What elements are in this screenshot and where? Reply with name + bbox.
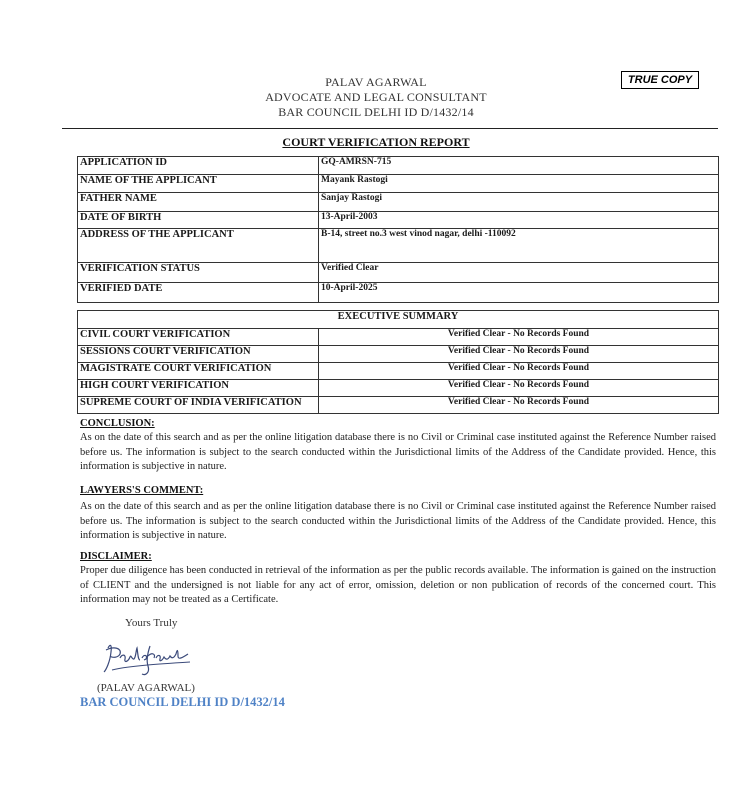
table-row [78, 263, 719, 283]
letterhead-designation: ADVOCATE AND LEGAL CONSULTANT [265, 90, 487, 104]
applicant-name-label: NAME OF THE APPLICANT [78, 175, 319, 193]
application-id-label: APPLICATION ID [78, 157, 319, 175]
father-name-label: FATHER NAME [78, 193, 319, 212]
table-row [78, 311, 719, 329]
supreme-court-label: SUPREME COURT OF INDIA VERIFICATION [78, 397, 319, 414]
table-row [78, 329, 719, 346]
signatory-bar-id: BAR COUNCIL DELHI ID D/1432/14 [80, 695, 285, 709]
true-copy-stamp: TRUE COPY [621, 71, 699, 89]
applicant-name-value: Mayank Rastogi [319, 175, 719, 193]
magistrate-court-value: Verified Clear - No Records Found [319, 363, 719, 380]
address-label: ADDRESS OF THE APPLICANT [78, 229, 319, 263]
civil-court-label: CIVIL COURT VERIFICATION [78, 329, 319, 346]
signatory-name: (PALAV AGARWAL) [97, 682, 195, 694]
applicant-details-table [77, 156, 719, 303]
high-court-value: Verified Clear - No Records Found [319, 380, 719, 397]
supreme-court-value: Verified Clear - No Records Found [319, 397, 719, 414]
table-row [78, 212, 719, 229]
verified-date-value: 10-April-2025 [319, 283, 719, 303]
letterhead-name: PALAV AGARWAL [325, 75, 427, 89]
table-row [78, 193, 719, 212]
verification-status-value: Verified Clear [319, 263, 719, 283]
handwritten-signature [98, 636, 198, 678]
table-row [78, 229, 719, 263]
disclaimer-heading: DISCLAIMER: [80, 551, 152, 562]
father-name-value: Sanjay Rastogi [319, 193, 719, 212]
sessions-court-value: Verified Clear - No Records Found [319, 346, 719, 363]
lawyers-comment-heading: LAWYERS'S COMMENT: [80, 485, 204, 496]
table-row [78, 397, 719, 414]
table-row [78, 283, 719, 303]
high-court-label: HIGH COURT VERIFICATION [78, 380, 319, 397]
executive-summary-table [77, 310, 719, 414]
letterhead-bar-id: BAR COUNCIL DELHI ID D/1432/14 [278, 105, 474, 119]
application-id-value: GQ-AMRSN-715 [319, 157, 719, 175]
dob-label: DATE OF BIRTH [78, 212, 319, 229]
table-row [78, 157, 719, 175]
civil-court-value: Verified Clear - No Records Found [319, 329, 719, 346]
disclaimer-text: Proper due diligence has been conducted in retrieval of the information as per the public records available. The information is gained on the instruction of CLIENT and the undersigned is not liable for any act of error, omission, deletion or non publication of records of the concerned court. This information may not be treated as a Certificate. [80, 565, 716, 606]
closing-salutation: Yours Truly [125, 617, 178, 629]
lawyers-comment-text: As on the date of this search and as per the online litigation database there is no Civil or Criminal case instituted against the Reference Number raised before us. The information is subject to the search conducted within the Jurisdictional limits of the Address of the Candidate provided. Hence, this information is subjective in nature. [80, 501, 716, 542]
header-divider [62, 128, 718, 129]
report-title: COURT VERIFICATION REPORT [282, 135, 470, 149]
table-row [78, 346, 719, 363]
executive-summary-title: EXECUTIVE SUMMARY [78, 311, 719, 329]
conclusion-text: As on the date of this search and as per the online litigation database there is no Civil or Criminal case instituted against the Reference Number raised before us. The information is subject to the search conducted within the Jurisdictional limits of the Address of the Candidate provided. Hence, this information is subjective in nature. [80, 432, 716, 473]
address-value: B-14, street no.3 west vinod nagar, delhi -110092 [319, 229, 719, 263]
magistrate-court-label: MAGISTRATE COURT VERIFICATION [78, 363, 319, 380]
table-row [78, 175, 719, 193]
dob-value: 13-April-2003 [319, 212, 719, 229]
sessions-court-label: SESSIONS COURT VERIFICATION [78, 346, 319, 363]
table-row [78, 363, 719, 380]
verified-date-label: VERIFIED DATE [78, 283, 319, 303]
conclusion-heading: CONCLUSION: [80, 418, 155, 429]
verification-status-label: VERIFICATION STATUS [78, 263, 319, 283]
table-row [78, 380, 719, 397]
